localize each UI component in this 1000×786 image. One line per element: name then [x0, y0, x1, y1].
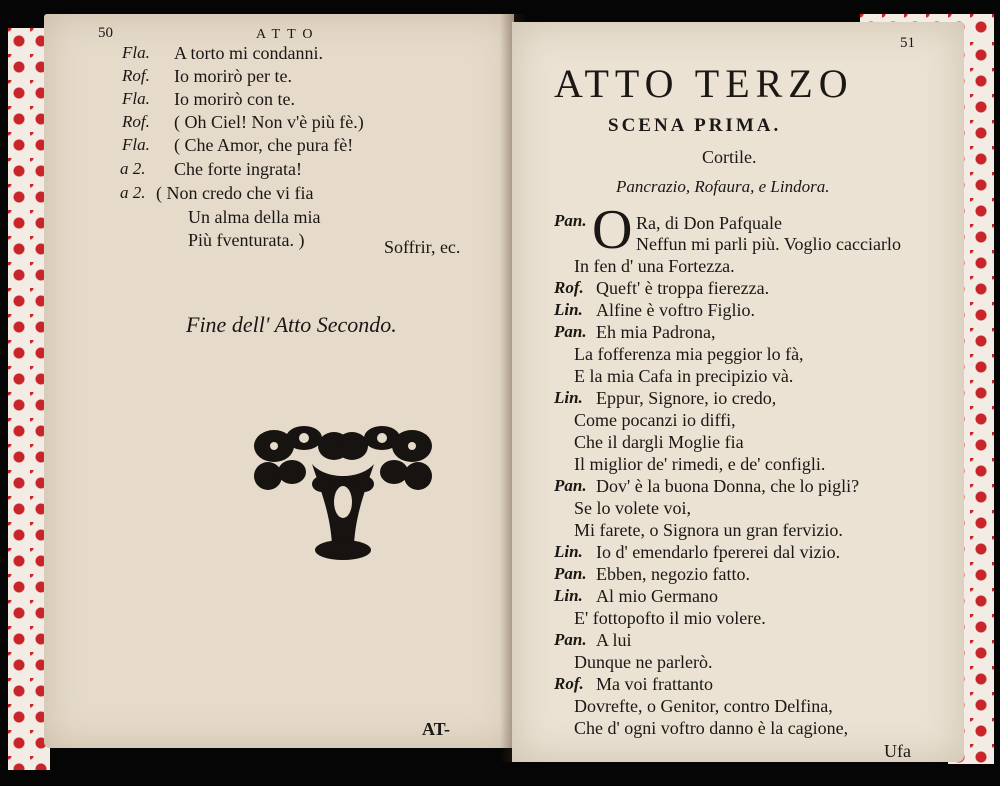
verse-line: Io d' emendarlo fpererei dal vizio. — [596, 542, 841, 562]
verse-line: ( Oh Ciel! Non v'è più fè.) — [174, 112, 364, 132]
verse-line: Che d' ogni voftro danno è la cagione, — [574, 718, 849, 738]
verse-line: ( Che Amor, che pura fè! — [174, 135, 354, 155]
drop-cap: O — [592, 199, 633, 261]
verse-line: E' fottopofto il mio volere. — [574, 608, 766, 628]
verse-line: Dunque ne parlerò. — [574, 652, 713, 672]
verse-line: Ma voi frattanto — [596, 674, 713, 694]
verse-line: A torto mi condanni. — [174, 43, 323, 63]
speaker: Fla. — [122, 135, 150, 154]
act-title: ATTO TERZO — [554, 61, 854, 106]
verse-line: Queft' è troppa fierezza. — [596, 278, 770, 298]
verse-line: Dov' è la buona Donna, che lo pigli? — [596, 476, 860, 496]
speaker: a 2. — [120, 159, 146, 178]
end-of-act-text: Fine dell' Atto Secondo. — [186, 312, 397, 337]
speaker: Lin. — [554, 542, 583, 561]
speaker: Lin. — [554, 300, 583, 319]
character-list: Pancrazio, Rofaura, e Lindora. — [616, 177, 830, 196]
speaker: a 2. — [120, 183, 146, 202]
speaker: Rof. — [554, 674, 584, 693]
verse-line: In fen d' una Fortezza. — [574, 256, 735, 276]
verse-line: ( Non credo che vi fia — [156, 183, 314, 203]
verse-line: Come pocanzi io diffi, — [574, 410, 736, 430]
speaker: Rof. — [554, 278, 584, 297]
speaker: Lin. — [554, 388, 583, 407]
aria-reference: Soffrir, ec. — [384, 237, 461, 257]
scene-title: SCENA PRIMA. — [608, 115, 782, 136]
page-number-left: 50 — [98, 25, 113, 41]
verse-line: Eh mia Padrona, — [596, 322, 716, 342]
verse-line: Che forte ingrata! — [174, 159, 302, 179]
verse-line: E la mia Cafa in precipizio và. — [574, 366, 794, 386]
page-number-right: 51 — [900, 35, 915, 51]
verse-line: Al mio Germano — [596, 586, 718, 606]
verse-line: Eppur, Signore, io credo, — [596, 388, 777, 408]
speaker: Pan. — [554, 476, 587, 495]
verse-line: Se lo volete voi, — [574, 498, 691, 518]
verse-line: Più fventurata. ) — [188, 230, 305, 250]
speaker: Lin. — [554, 586, 583, 605]
verse-line: Dovrefte, o Genitor, contro Delfina, — [574, 696, 833, 716]
verse-line: Mi farete, o Signora un gran fervizio. — [574, 520, 843, 540]
verse-line: A lui — [596, 630, 632, 650]
speaker: Pan. — [554, 211, 587, 230]
verse-line: Il miglior de' rimedi, e de' configli. — [574, 454, 826, 474]
verse-line: Che il dargli Moglie fia — [574, 432, 744, 452]
verse-line: Alfine è voftro Figlio. — [596, 300, 755, 320]
speaker: Rof. — [122, 112, 150, 131]
speaker: Pan. — [554, 564, 587, 583]
floral-woodcut-ornament-icon — [252, 424, 434, 562]
verse-line: Io morirò per te. — [174, 66, 292, 86]
speaker: Fla. — [122, 43, 150, 62]
running-head: ATTO — [256, 27, 320, 42]
speaker: Pan. — [554, 630, 587, 649]
verse-line: Ra, di Don Pafquale — [636, 213, 782, 233]
speaker: Rof. — [122, 66, 150, 85]
speaker: Fla. — [122, 89, 150, 108]
verse-line: Io morirò con te. — [174, 89, 295, 109]
right-page — [512, 22, 964, 762]
catchword-right: Ufa — [884, 741, 911, 761]
verse-line: Un alma della mia — [188, 207, 321, 227]
left-page — [44, 14, 514, 748]
verse-line: Ebben, negozio fatto. — [596, 564, 750, 584]
catchword-left: AT- — [422, 719, 451, 739]
verse-line: Neffun mi parli più. Voglio cacciarlo — [636, 234, 901, 254]
scene-location: Cortile. — [702, 147, 757, 167]
verse-line: La fofferenza mia peggior lo fà, — [574, 344, 804, 364]
speaker: Pan. — [554, 322, 587, 341]
